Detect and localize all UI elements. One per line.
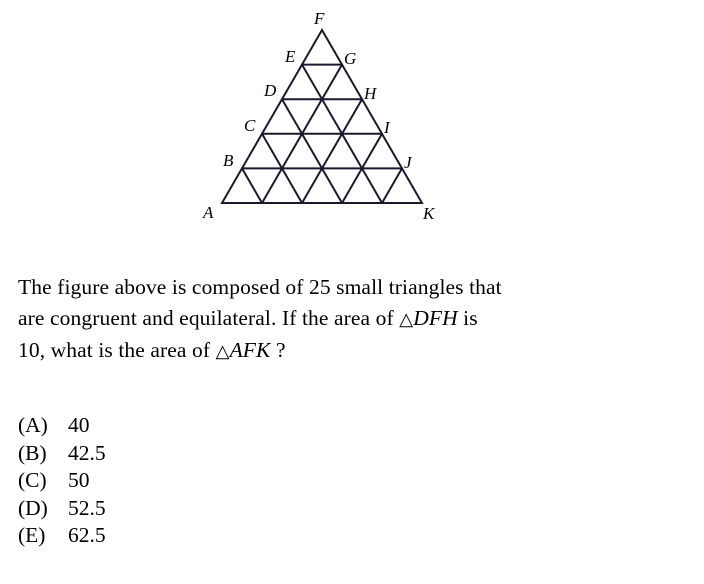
triangle-afk-label: AFK [229, 338, 271, 362]
label-H: H [364, 84, 377, 103]
choice-b[interactable] [18, 440, 418, 468]
choice-b-letter: (B) [18, 440, 47, 465]
vertex-labels [202, 9, 436, 223]
label-I: I [384, 118, 390, 137]
choice-a[interactable] [18, 412, 418, 440]
choice-b-value: 42.5 [68, 440, 106, 465]
choice-c[interactable] [18, 467, 418, 495]
label-K: K [423, 204, 435, 223]
label-D: D [264, 81, 277, 100]
choice-e-letter: (E) [18, 523, 46, 547]
label-E: E [285, 47, 296, 66]
triangle-symbol-afk: △ [215, 341, 230, 361]
choice-d[interactable] [18, 495, 418, 523]
label-B: B [223, 151, 234, 170]
label-J: J [404, 153, 412, 172]
choice-a-letter: (A) [18, 413, 48, 437]
question-line-2-pre: are congruent and equilateral. If the area of [18, 306, 400, 330]
label-C: C [244, 116, 256, 135]
triangle-symbol-dfh: △ [399, 309, 414, 329]
choice-a-value: 40 [68, 413, 90, 437]
choice-e[interactable] [18, 522, 418, 550]
choice-c-letter: (C) [18, 468, 47, 492]
question-line-2 [0, 303, 704, 335]
triangle-dfh-label: DFH [413, 306, 458, 330]
question-line-2-post: is [457, 306, 478, 330]
question-line-3-pre: 10, what is the area of [18, 338, 216, 362]
question-line-3-post: ? [270, 338, 286, 362]
triangle-figure [185, 8, 515, 248]
question-line-3 [0, 335, 704, 367]
choice-c-value: 50 [68, 468, 90, 492]
label-A: A [203, 203, 214, 222]
choice-e-value: 62.5 [68, 523, 106, 547]
figure-container [0, 0, 704, 255]
label-F: F [314, 9, 325, 28]
label-G: G [344, 49, 357, 68]
question-line-1: The figure above is composed of 25 small triangles that [18, 275, 502, 299]
choice-d-letter: (D) [18, 495, 48, 520]
question-text [0, 272, 704, 367]
answer-choices [18, 412, 418, 550]
choice-d-value: 52.5 [68, 495, 106, 520]
